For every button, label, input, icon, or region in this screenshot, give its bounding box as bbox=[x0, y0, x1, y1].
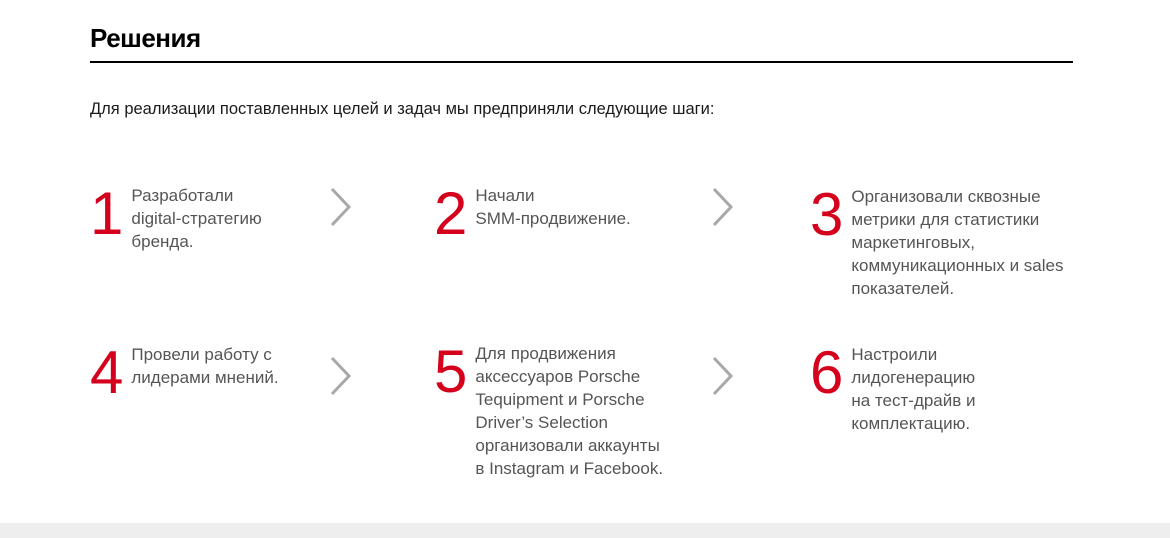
chevron-right-icon bbox=[328, 355, 354, 397]
step-2 bbox=[434, 180, 631, 247]
step-number: 6 bbox=[810, 339, 844, 406]
step-5 bbox=[434, 338, 664, 480]
chevron-right-icon bbox=[710, 186, 736, 228]
step-number: 2 bbox=[434, 180, 468, 247]
step-text: Разработали digital-стратегию бренда. bbox=[131, 186, 262, 251]
title-divider bbox=[90, 61, 1073, 63]
footer-band bbox=[0, 523, 1170, 538]
step-6 bbox=[810, 339, 976, 435]
step-number: 1 bbox=[90, 180, 124, 247]
step-4 bbox=[90, 339, 279, 406]
step-1 bbox=[90, 180, 262, 253]
step-number: 3 bbox=[810, 181, 844, 248]
step-number: 5 bbox=[434, 338, 468, 405]
step-text: Организовали сквозные метрики для статистики маркетинговых, коммуникационных и sales показателей. bbox=[851, 187, 1064, 298]
page-title: Решения bbox=[90, 23, 201, 53]
chevron-right-icon bbox=[710, 355, 736, 397]
step-3 bbox=[810, 181, 1064, 300]
chevron-right-icon bbox=[328, 186, 354, 228]
step-text: Провели работу с лидерами мнений. bbox=[131, 345, 279, 387]
step-number: 4 bbox=[90, 339, 124, 406]
step-text: Для продвижения аксессуаров Porsche Tequipment и Porsche Driver’s Selection организовали аккаунты в Instagram и Facebook. bbox=[475, 344, 664, 478]
step-text: Начали SMM-продвижение. bbox=[475, 186, 631, 228]
intro-text: Для реализации поставленных целей и задач мы предприняли следующие шаги: bbox=[90, 100, 715, 118]
step-text: Настроили лидогенерацию на тест-драйв и комплектацию. bbox=[851, 345, 976, 433]
